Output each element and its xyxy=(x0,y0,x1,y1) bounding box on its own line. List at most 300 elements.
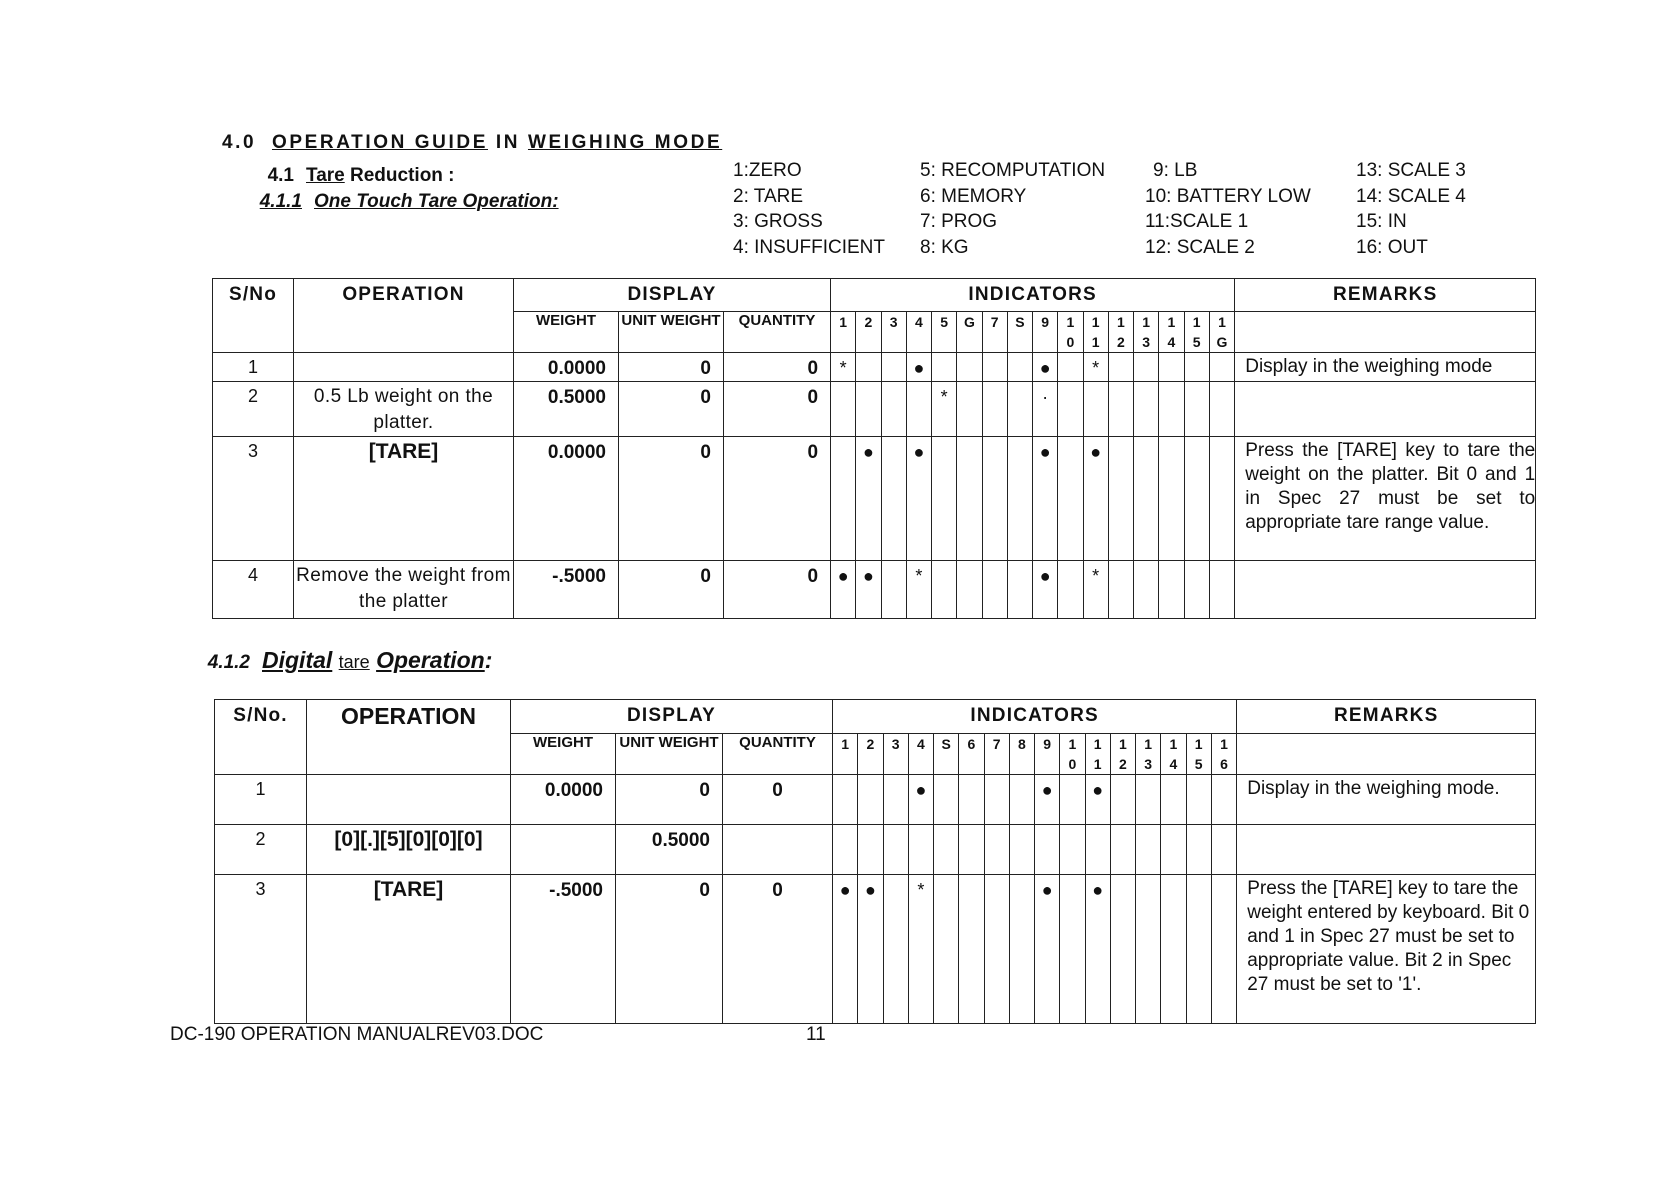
one-touch-tare-table xyxy=(212,278,1536,619)
indicator-mark-5 xyxy=(932,353,957,382)
indicator-number-13 xyxy=(1136,734,1161,775)
indicator-number-1 xyxy=(831,312,856,353)
header-display: DISPLAY xyxy=(514,279,831,312)
footer-document-name: DC-190 OPERATION MANUALREV03.DOC xyxy=(170,1024,544,1045)
row-quantity: 0 xyxy=(724,561,831,619)
indicator-mark-5 xyxy=(934,875,959,1024)
row-weight: 0.0000 xyxy=(514,437,619,561)
indicator-mark-8 xyxy=(1009,875,1034,1024)
indicator-mark-8 xyxy=(1007,382,1032,437)
indicator-mark-12 xyxy=(1110,825,1135,875)
row-operation: [0][.][5][0][0][0] xyxy=(307,825,511,875)
row-quantity: 0 xyxy=(724,437,831,561)
indicator-mark-13 xyxy=(1136,775,1161,825)
indicator-digit-bottom: 2 xyxy=(1116,334,1125,350)
subsection-title-word2: tare xyxy=(338,652,370,672)
row-sno: 2 xyxy=(213,382,294,437)
row-operation: [TARE] xyxy=(294,437,514,561)
row-unit-weight: 0 xyxy=(619,561,724,619)
indicator-number-4 xyxy=(908,734,933,775)
subheader-remarks-blank xyxy=(1235,312,1536,353)
indicator-mark-9 xyxy=(1035,825,1060,875)
header-display: DISPLAY xyxy=(511,700,833,734)
indicator-mark-9: ● xyxy=(1035,875,1060,1024)
indicator-number-11 xyxy=(1083,312,1108,353)
row-sno: 1 xyxy=(213,353,294,382)
indicator-digit-bottom: 5 xyxy=(1194,756,1203,772)
indicator-mark-8 xyxy=(1007,437,1032,561)
indicator-mark-3 xyxy=(881,437,906,561)
indicator-mark-3 xyxy=(881,561,906,619)
indicator-mark-7 xyxy=(982,437,1007,561)
indicator-digit-top: 7 xyxy=(992,736,1001,752)
row-operation: 0.5 Lb weight on the platter. xyxy=(294,382,514,437)
indicator-digit-bottom xyxy=(907,332,931,350)
legend-column-3 xyxy=(1145,158,1311,260)
indicator-mark-6 xyxy=(957,353,982,382)
indicator-digit-top: 9 xyxy=(1041,314,1050,330)
digital-tare-table xyxy=(214,699,1536,1024)
row-sno: 3 xyxy=(215,875,307,1024)
row-unit-weight: 0 xyxy=(619,353,724,382)
indicator-mark-14 xyxy=(1159,437,1184,561)
indicator-mark-15 xyxy=(1186,775,1211,825)
indicator-mark-11 xyxy=(1083,382,1108,437)
subsection-number: 4.1.1 xyxy=(259,191,302,212)
indicator-digit-top: G xyxy=(963,314,975,330)
indicator-digit-top: 1 xyxy=(1144,736,1153,752)
indicator-mark-8 xyxy=(1009,775,1034,825)
indicator-number-11 xyxy=(1085,734,1110,775)
indicator-mark-1 xyxy=(833,775,858,825)
row-unit-weight: 0.5000 xyxy=(616,825,723,875)
subsection-title-rest: Reduction : xyxy=(350,165,455,186)
indicator-mark-10 xyxy=(1058,382,1083,437)
indicator-digit-bottom: 5 xyxy=(1192,334,1201,350)
indicator-mark-7 xyxy=(984,875,1009,1024)
indicator-digit-top: 4 xyxy=(916,736,925,752)
indicator-digit-top: 1 xyxy=(1091,314,1100,330)
indicator-number-3 xyxy=(881,312,906,353)
subheader-unit-weight: UNIT WEIGHT xyxy=(616,734,723,775)
subsection-title-word3: Operation xyxy=(376,647,485,673)
indicator-digit-bottom: 1 xyxy=(1093,756,1102,772)
indicator-mark-15 xyxy=(1184,382,1209,437)
legend-item: 8: KG xyxy=(920,236,969,258)
indicator-number-6 xyxy=(959,734,984,775)
indicator-mark-2 xyxy=(858,775,883,825)
indicator-number-2 xyxy=(856,312,881,353)
legend-item: 9: LB xyxy=(1153,160,1198,181)
subsection-number: 4.1.2 xyxy=(207,652,250,673)
indicator-mark-2: ● xyxy=(856,561,881,619)
indicator-digit-top: 3 xyxy=(889,314,898,330)
indicator-digit-top: 1 xyxy=(1194,736,1203,752)
indicator-digit-top: 1 xyxy=(1118,736,1127,752)
indicator-digit-bottom xyxy=(909,754,933,772)
indicator-mark-15 xyxy=(1184,561,1209,619)
indicator-digit-top: 1 xyxy=(1142,314,1151,330)
indicator-mark-10 xyxy=(1060,825,1085,875)
row-sno: 1 xyxy=(215,775,307,825)
indicator-mark-13 xyxy=(1134,437,1159,561)
indicator-digit-top: 4 xyxy=(914,314,923,330)
indicator-mark-12 xyxy=(1110,875,1135,1024)
indicator-digit-top: 1 xyxy=(839,314,848,330)
indicator-digit-top: 7 xyxy=(990,314,999,330)
legend-item: 16: OUT xyxy=(1356,236,1428,258)
indicator-number-15 xyxy=(1186,734,1211,775)
indicator-mark-4 xyxy=(908,825,933,875)
indicator-number-15 xyxy=(1184,312,1209,353)
indicator-mark-6 xyxy=(959,775,984,825)
indicator-mark-15 xyxy=(1186,825,1211,875)
indicator-mark-7 xyxy=(982,561,1007,619)
row-quantity: 0 xyxy=(724,382,831,437)
indicator-number-6 xyxy=(957,312,982,353)
indicator-mark-12 xyxy=(1108,353,1133,382)
indicator-mark-7 xyxy=(984,825,1009,875)
indicator-number-14 xyxy=(1161,734,1186,775)
indicator-mark-15 xyxy=(1186,875,1211,1024)
indicator-digit-bottom: 0 xyxy=(1068,756,1077,772)
row-remarks: Press the [TARE] key to tare the weight entered by keyboard. Bit 0 and 1 in Spec 27 must be set to appropriate value. Bit 2 in Spec 27 must be set to '1'. xyxy=(1237,875,1536,1024)
header-sno: S/No xyxy=(213,279,294,353)
row-operation xyxy=(294,353,514,382)
legend-item: 13: SCALE 3 xyxy=(1356,160,1466,181)
table-row xyxy=(215,875,1536,1024)
indicator-digit-top: 1 xyxy=(1192,314,1201,330)
indicator-mark-15 xyxy=(1184,437,1209,561)
subsection-title-suffix: : xyxy=(484,647,493,673)
indicator-number-9 xyxy=(1033,312,1058,353)
indicator-number-2 xyxy=(858,734,883,775)
indicator-digit-top: 1 xyxy=(841,736,850,752)
indicator-mark-10 xyxy=(1058,561,1083,619)
indicator-number-4 xyxy=(906,312,931,353)
indicator-digit-bottom xyxy=(884,754,908,772)
indicator-digit-bottom xyxy=(1033,332,1057,350)
indicator-digit-bottom xyxy=(831,332,855,350)
section-title-part2: IN xyxy=(495,132,521,153)
table-row xyxy=(215,825,1536,875)
indicator-mark-11: ● xyxy=(1083,437,1108,561)
row-unit-weight: 0 xyxy=(616,875,723,1024)
indicator-digit-top: 1 xyxy=(1218,314,1226,330)
row-unit-weight: 0 xyxy=(619,437,724,561)
indicator-digit-top: 3 xyxy=(891,736,900,752)
row-remarks xyxy=(1235,382,1536,437)
indicator-mark-12 xyxy=(1108,382,1133,437)
legend-item: 4: INSUFFICIENT xyxy=(733,236,886,258)
indicator-number-8 xyxy=(1007,312,1032,353)
indicator-mark-16 xyxy=(1209,353,1234,382)
section-title xyxy=(222,132,722,154)
indicator-mark-4 xyxy=(906,382,931,437)
legend-item: 10: BATTERY LOW xyxy=(1145,185,1311,207)
indicator-digit-bottom xyxy=(833,754,857,772)
indicator-mark-4: ● xyxy=(906,437,931,561)
row-remarks: Display in the weighing mode. xyxy=(1237,775,1536,825)
header-indicators: INDICATORS xyxy=(831,279,1235,312)
row-operation: Remove the weight from the platter xyxy=(294,561,514,619)
indicator-mark-16 xyxy=(1211,775,1236,825)
indicator-mark-3 xyxy=(883,875,908,1024)
indicator-mark-8 xyxy=(1009,825,1034,875)
row-unit-weight: 0 xyxy=(619,382,724,437)
header-indicators: INDICATORS xyxy=(833,700,1237,734)
row-sno: 4 xyxy=(213,561,294,619)
indicator-mark-11 xyxy=(1085,825,1110,875)
indicator-number-10 xyxy=(1058,312,1083,353)
indicator-mark-7 xyxy=(982,353,1007,382)
indicator-digit-top: 1 xyxy=(1066,314,1075,330)
indicator-mark-14 xyxy=(1161,875,1186,1024)
indicator-mark-6 xyxy=(957,437,982,561)
indicator-digit-bottom: 6 xyxy=(1220,756,1228,772)
indicator-mark-2 xyxy=(856,382,881,437)
indicator-digit-top: 2 xyxy=(864,314,873,330)
indicator-digit-bottom xyxy=(1010,754,1034,772)
indicator-digit-bottom xyxy=(985,754,1009,772)
row-quantity: 0 xyxy=(724,353,831,382)
indicator-mark-3 xyxy=(883,825,908,875)
indicator-digit-bottom: 3 xyxy=(1142,334,1151,350)
indicator-mark-4: ● xyxy=(908,775,933,825)
table-row xyxy=(213,561,1536,619)
indicator-digit-bottom xyxy=(957,332,981,350)
indicator-digit-bottom: 0 xyxy=(1066,334,1075,350)
indicator-mark-1: ● xyxy=(831,561,856,619)
indicator-mark-10 xyxy=(1060,875,1085,1024)
legend-item: 5: RECOMPUTATION xyxy=(920,160,1106,181)
indicator-mark-4: ● xyxy=(906,353,931,382)
indicator-number-13 xyxy=(1134,312,1159,353)
row-unit-weight: 0 xyxy=(616,775,723,825)
indicator-digit-top: 1 xyxy=(1116,314,1125,330)
legend-item: 14: SCALE 4 xyxy=(1356,185,1466,207)
indicator-mark-14 xyxy=(1161,775,1186,825)
row-weight: 0.0000 xyxy=(514,353,619,382)
header-remarks: REMARKS xyxy=(1237,700,1536,734)
indicator-digit-top: 9 xyxy=(1043,736,1052,752)
row-operation: [TARE] xyxy=(307,875,511,1024)
indicator-number-10 xyxy=(1060,734,1085,775)
indicator-mark-16 xyxy=(1211,875,1236,1024)
indicator-digit-bottom xyxy=(983,332,1007,350)
indicator-mark-2: ● xyxy=(858,875,883,1024)
row-sno: 2 xyxy=(215,825,307,875)
indicator-digit-top: 1 xyxy=(1169,736,1178,752)
subheader-quantity: QUANTITY xyxy=(723,734,833,775)
indicator-mark-11: ● xyxy=(1085,775,1110,825)
subsection-4-1-2 xyxy=(168,647,492,674)
indicator-mark-6 xyxy=(957,561,982,619)
indicator-digit-bottom: 4 xyxy=(1169,756,1178,772)
indicator-number-12 xyxy=(1108,312,1133,353)
legend-item: 3: GROSS xyxy=(733,211,823,232)
table-row xyxy=(215,775,1536,825)
table-row xyxy=(213,382,1536,437)
indicator-mark-5 xyxy=(934,775,959,825)
subsection-number: 4.1 xyxy=(267,165,294,186)
indicator-digit-bottom xyxy=(882,332,906,350)
row-weight: 0.5000 xyxy=(514,382,619,437)
indicator-digit-bottom: 4 xyxy=(1167,334,1176,350)
indicator-mark-14 xyxy=(1159,561,1184,619)
table-row xyxy=(213,437,1536,561)
row-weight xyxy=(511,825,616,875)
legend-item: 6: MEMORY xyxy=(920,185,1027,207)
indicator-digit-bottom: 3 xyxy=(1144,756,1153,772)
indicator-number-8 xyxy=(1009,734,1034,775)
header-operation: OPERATION xyxy=(294,279,514,353)
indicator-mark-10 xyxy=(1058,353,1083,382)
subsection-title-word1: Digital xyxy=(262,647,333,673)
indicator-mark-13 xyxy=(1136,875,1161,1024)
indicator-mark-11: * xyxy=(1083,561,1108,619)
indicator-mark-8 xyxy=(1007,353,1032,382)
indicator-mark-16 xyxy=(1209,382,1234,437)
row-weight: 0.0000 xyxy=(511,775,616,825)
legend-column-2 xyxy=(920,158,1105,260)
indicator-digit-bottom xyxy=(1008,332,1032,350)
legend-item: 15: IN xyxy=(1356,211,1407,232)
indicator-mark-12 xyxy=(1108,561,1133,619)
indicator-digit-top: 2 xyxy=(866,736,875,752)
indicator-digit-bottom: 2 xyxy=(1118,756,1127,772)
indicator-mark-16 xyxy=(1209,437,1234,561)
indicator-mark-2 xyxy=(858,825,883,875)
row-quantity: 0 xyxy=(723,775,833,825)
indicator-digit-bottom xyxy=(932,332,956,350)
indicator-mark-3 xyxy=(881,353,906,382)
header-sno: S/No. xyxy=(215,700,307,775)
row-weight: -.5000 xyxy=(514,561,619,619)
indicator-mark-4: * xyxy=(908,875,933,1024)
indicator-digit-top: S xyxy=(941,736,951,752)
page-number: 11 xyxy=(806,1024,826,1045)
indicator-mark-7 xyxy=(984,775,1009,825)
indicator-mark-16 xyxy=(1209,561,1234,619)
indicator-digit-bottom: G xyxy=(1216,334,1228,350)
indicator-mark-9: ● xyxy=(1033,437,1058,561)
indicator-mark-13 xyxy=(1134,561,1159,619)
indicator-mark-12 xyxy=(1110,775,1135,825)
indicator-mark-5 xyxy=(932,437,957,561)
legend-item: 2: TARE xyxy=(733,185,804,207)
indicator-mark-11: * xyxy=(1083,353,1108,382)
row-operation xyxy=(307,775,511,825)
indicator-digit-top: 1 xyxy=(1220,736,1228,752)
row-quantity xyxy=(723,825,833,875)
legend-column-4 xyxy=(1356,158,1466,260)
indicator-mark-1 xyxy=(831,437,856,561)
subsection-4-1 xyxy=(222,160,455,187)
indicator-digit-top: S xyxy=(1015,314,1025,330)
row-weight: -.5000 xyxy=(511,875,616,1024)
indicator-mark-1 xyxy=(833,825,858,875)
indicator-mark-13 xyxy=(1136,825,1161,875)
indicator-digit-top: 5 xyxy=(940,314,949,330)
header-operation: OPERATION xyxy=(307,700,511,775)
indicator-mark-6 xyxy=(957,382,982,437)
indicator-mark-1: * xyxy=(831,353,856,382)
indicator-mark-2: ● xyxy=(856,437,881,561)
indicator-number-16 xyxy=(1209,312,1234,353)
subsection-title-underlined: Tare xyxy=(306,165,345,186)
indicator-mark-9: ● xyxy=(1035,775,1060,825)
table-row xyxy=(213,353,1536,382)
subheader-weight: WEIGHT xyxy=(514,312,619,353)
indicator-mark-14 xyxy=(1161,825,1186,875)
indicator-mark-3 xyxy=(883,775,908,825)
indicator-number-5 xyxy=(932,312,957,353)
indicator-mark-10 xyxy=(1058,437,1083,561)
row-remarks: Display in the weighing mode xyxy=(1235,353,1536,382)
indicator-mark-12 xyxy=(1108,437,1133,561)
indicator-digit-bottom xyxy=(1035,754,1059,772)
legend-item: 1:ZERO xyxy=(733,160,802,181)
indicator-digit-top: 8 xyxy=(1017,736,1026,752)
indicator-mark-10 xyxy=(1060,775,1085,825)
legend-item: 12: SCALE 2 xyxy=(1145,236,1255,258)
indicator-digit-top: 6 xyxy=(967,736,976,752)
header-remarks: REMARKS xyxy=(1235,279,1536,312)
indicator-number-5 xyxy=(934,734,959,775)
indicator-digit-top: 1 xyxy=(1167,314,1176,330)
indicator-number-7 xyxy=(982,312,1007,353)
indicator-digit-top: 1 xyxy=(1068,736,1077,752)
indicator-mark-1: ● xyxy=(833,875,858,1024)
row-remarks: Press the [TARE] key to tare the weight on the platter. Bit 0 and 1 in Spec 27 must be set to appropriate tare range value. xyxy=(1235,437,1536,561)
indicator-mark-7 xyxy=(982,382,1007,437)
indicator-digit-bottom xyxy=(934,754,958,772)
section-title-part3: WEIGHING MODE xyxy=(527,132,723,153)
indicator-mark-4: * xyxy=(906,561,931,619)
indicator-mark-5: * xyxy=(932,382,957,437)
indicator-digit-top: 1 xyxy=(1093,736,1102,752)
indicator-number-14 xyxy=(1159,312,1184,353)
row-quantity: 0 xyxy=(723,875,833,1024)
legend-item: 11:SCALE 1 xyxy=(1145,211,1249,232)
indicator-number-9 xyxy=(1035,734,1060,775)
subsection-4-1-1 xyxy=(222,186,559,213)
indicator-mark-14 xyxy=(1159,353,1184,382)
row-remarks xyxy=(1237,825,1536,875)
indicator-mark-13 xyxy=(1134,353,1159,382)
indicator-digit-bottom xyxy=(959,754,983,772)
indicator-number-3 xyxy=(883,734,908,775)
indicator-mark-1 xyxy=(831,382,856,437)
legend-item: 7: PROG xyxy=(920,211,998,232)
indicator-digit-bottom xyxy=(856,332,880,350)
section-title-part1: OPERATION GUIDE xyxy=(271,132,488,153)
indicator-mark-16 xyxy=(1211,825,1236,875)
subheader-weight: WEIGHT xyxy=(511,734,616,775)
indicator-mark-2 xyxy=(856,353,881,382)
subsection-title: One Touch Tare Operation: xyxy=(314,191,559,212)
indicator-mark-3 xyxy=(881,382,906,437)
subheader-remarks-blank xyxy=(1237,734,1536,775)
indicator-number-1 xyxy=(833,734,858,775)
indicator-mark-6 xyxy=(959,875,984,1024)
indicator-number-12 xyxy=(1110,734,1135,775)
indicator-number-7 xyxy=(984,734,1009,775)
indicator-mark-5 xyxy=(934,825,959,875)
indicator-mark-9: ● xyxy=(1033,353,1058,382)
indicator-digit-bottom: 1 xyxy=(1091,334,1100,350)
